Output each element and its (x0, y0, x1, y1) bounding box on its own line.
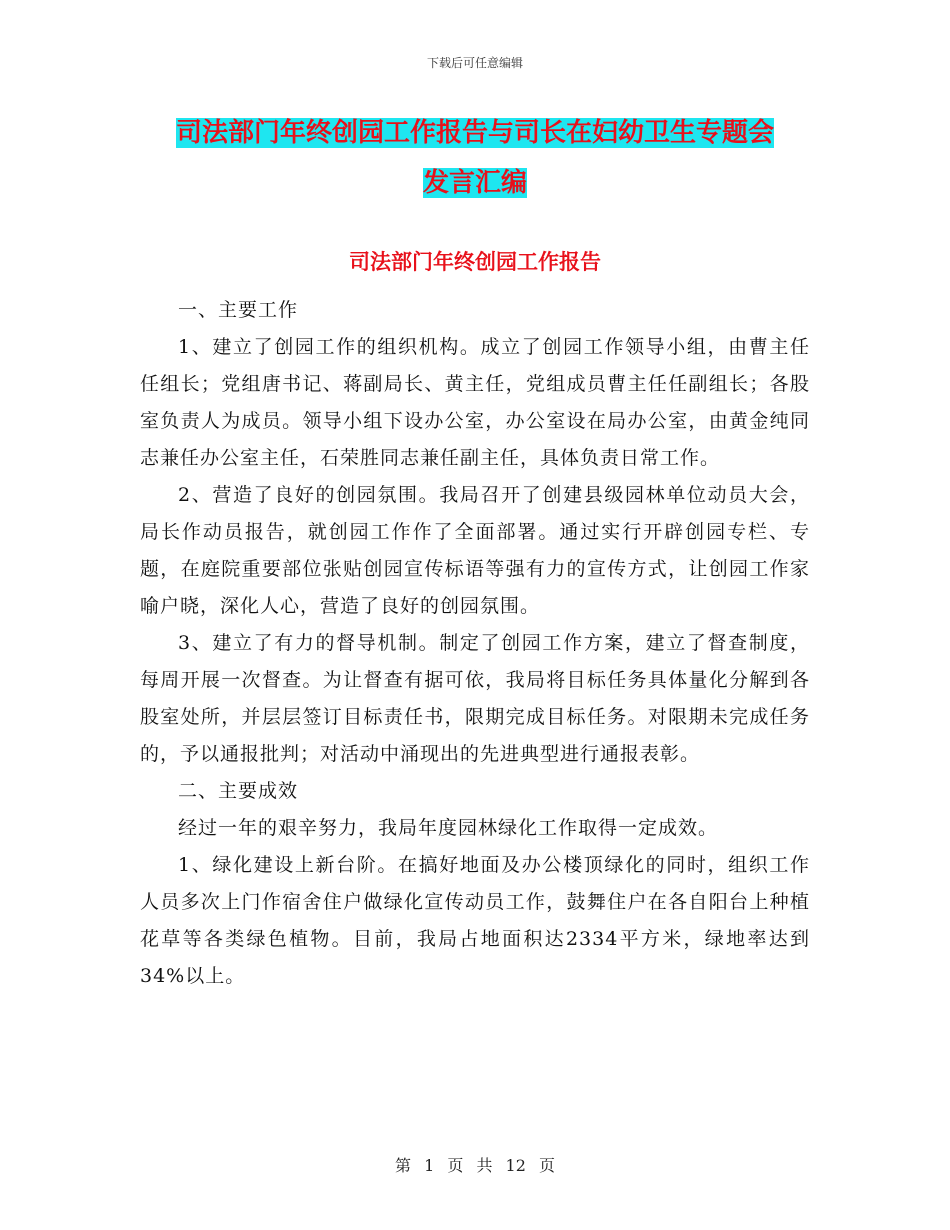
paragraph-greening: 1、绿化建设上新台阶。在搞好地面及办公楼顶绿化的同时，组织工作人员多次上门作宿舍住户做绿化宣传动员工作，鼓舞住户在各自阳台上种植花草等各类绿色植物。目前，我局占地面积达2334平方米，绿地率达到34%以上。 (140, 854, 810, 987)
paragraph-organization: 1、建立了创园工作的组织机构。成立了创园工作领导小组，由曹主任任组长；党组唐书记、蒋副局长、黄主任，党组成员曹主任任副组长；各股室负责人为成员。领导小组下设办公室，办公室设在局办公室，由黄金纯同志兼任办公室主任，石荣胜同志兼任副主任，具体负责日常工作。 (140, 336, 810, 469)
document-title (140, 108, 810, 208)
paragraph-results-summary: 经过一年的艰辛努力，我局年度园林绿化工作取得一定成效。 (178, 817, 719, 839)
page-header-note: 下载后可任意编辑 (426, 56, 523, 70)
section-title: 司法部门年终创园工作报告 (349, 250, 601, 274)
paragraph-supervision: 3、建立了有力的督导机制。制定了创园工作方案，建立了督查制度，每周开展一次督查。为让督查有据可依，我局将目标任务具体量化分解到各股室处所，并层层签订目标责任书，限期完成目标任务。对限期未完成任务的，予以通报批判；对活动中涌现出的先进典型进行通报表彰。 (140, 632, 810, 765)
document-title-line-1: 司法部门年终创园工作报告与司长在妇幼卫生专题会 (175, 118, 774, 148)
document-title-line-2: 发言汇编 (422, 168, 527, 198)
body-text (140, 292, 810, 995)
paragraph-atmosphere: 2、营造了良好的创园氛围。我局召开了创建县级园林单位动员大会，局长作动员报告，就创园工作作了全面部署。通过实行开辟创园专栏、专题，在庭院重要部位张贴创园宣传标语等强有力的宣传方式，让创园工作家喻户晓，深化人心，营造了良好的创园氛围。 (140, 484, 810, 617)
paragraph-heading-results: 二、主要成效 (178, 780, 299, 802)
page-number: 第 1 页 共 12 页 (395, 1156, 555, 1175)
paragraph-heading-main-work: 一、主要工作 (178, 299, 299, 321)
